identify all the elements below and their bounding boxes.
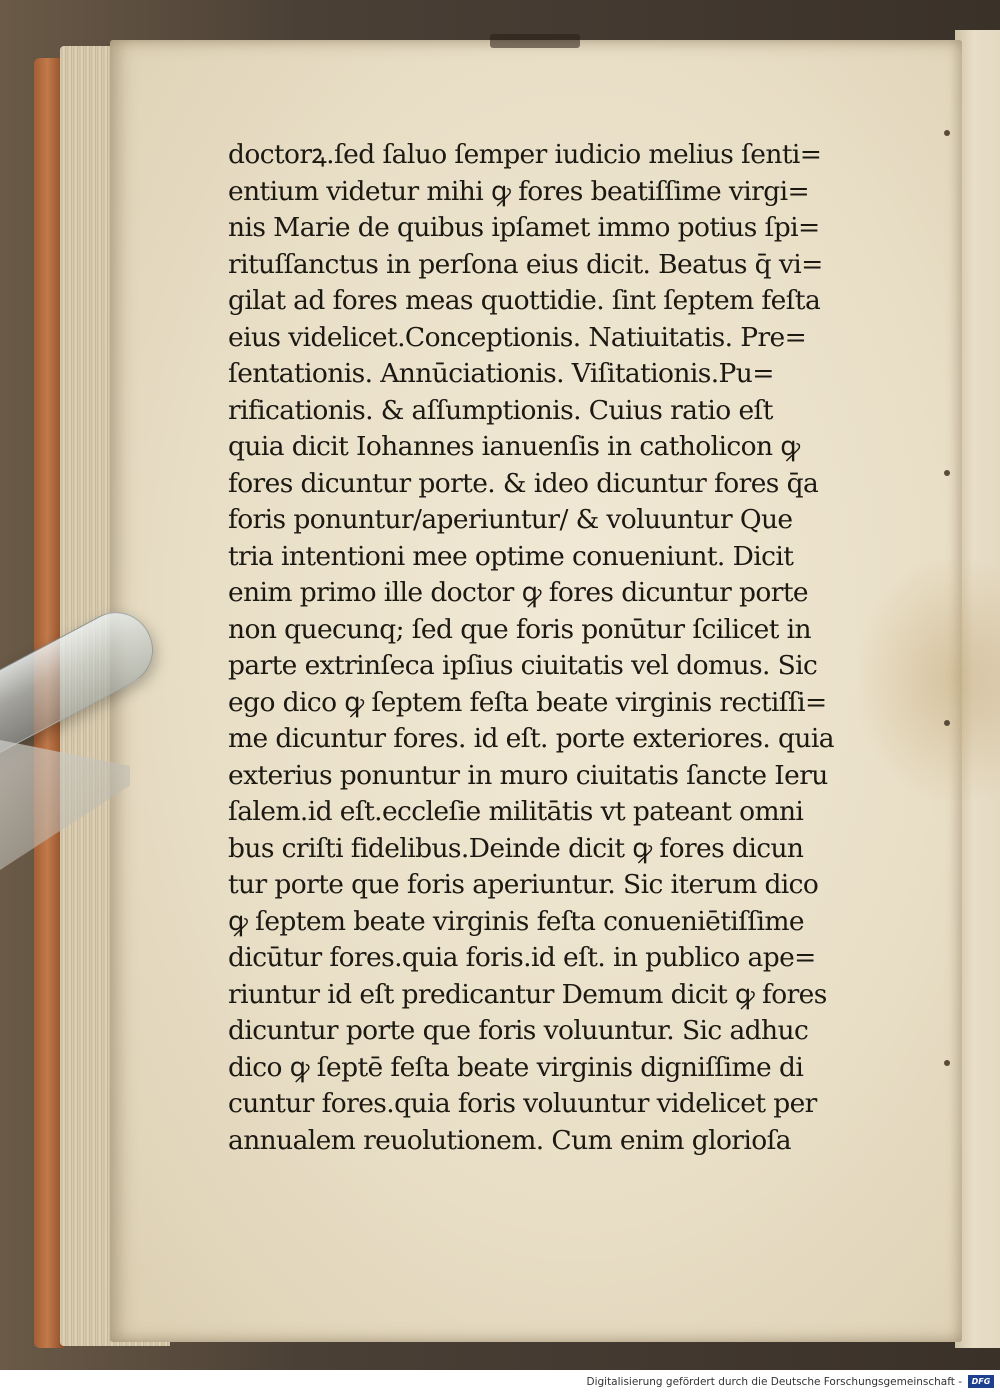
binding-hole-icon [944, 130, 950, 136]
text-line: exterius ponuntur in muro ciuitatis ſancte Ieru [228, 759, 828, 791]
text-line: tur porte que foris aperiuntur. Sic iterum dico [228, 869, 819, 900]
binding-hole-icon [944, 1060, 950, 1066]
text-line: tria intentioni mee optime conueniunt. Dicit [228, 540, 794, 572]
text-line: rituſſanctus in perſona eius dicit. Beatus q̄ vi= [228, 248, 823, 280]
text-line: parte extrinſeca ipſius ciuitatis vel domus. Sic [228, 650, 818, 681]
text-line: entium videtur mihi ꝙ fores beatiſſime virgi= [228, 175, 810, 207]
text-line: quia dicit Iohannes ianuenſis in catholicon ꝙ [228, 431, 800, 462]
text-line: ſalem.id eſt.eccleſie militātis vt pateant omni [228, 796, 804, 827]
text-line: bus criſti fidelibus.Deinde dicit ꝙ fores dicun [228, 832, 804, 864]
text-line: annualem reuolutionem. Cum enim glorioſa [228, 1124, 791, 1156]
text-line: eius videlicet.Conceptionis. Natiuitatis. Pre= [228, 321, 807, 353]
text-line: ego dico ꝙ ſeptem feſta beate virginis rectiſſi= [228, 686, 827, 718]
text-block [228, 137, 863, 1159]
text-line: me dicuntur fores. id eſt. porte exteriores. quia [228, 723, 834, 754]
binding-hole-icon [944, 470, 950, 476]
text-line: doctorꝝ.ſed ſaluo ſemper iudicio melius ſenti= [228, 139, 822, 170]
digitization-credit: Digitalisierung gefördert durch die Deutsche Forschungsgemeinschaft - [586, 1376, 962, 1388]
text-line: ꝙ ſeptem beate virginis feſta conueniētiſſime [228, 905, 805, 937]
text-line: dicūtur fores.quia foris.id eſt. in publico ape= [228, 942, 816, 973]
text-line: foris ponuntur/aperiuntur/ & voluuntur Que [228, 504, 793, 535]
text-line: nis Marie de quibus ipſamet immo potius ſpi= [228, 212, 820, 243]
water-stain [860, 560, 1000, 800]
text-line: gilat ad fores meas quottidie. ſint ſeptem feſta [228, 285, 821, 316]
text-line: dico ꝙ ſeptē feſta beate virginis digniſſime di [228, 1051, 804, 1083]
text-line: cuntur fores.quia foris voluuntur videlicet per [228, 1088, 817, 1119]
text-line: dicuntur porte que foris voluuntur. Sic adhuc [228, 1015, 809, 1046]
dfg-logo: DFG [968, 1375, 994, 1388]
text-line: fores dicuntur porte. & ideo dicuntur fores q̄a [228, 467, 819, 499]
text-line: ſentationis. Annūciationis. Viſitationis.Pu= [228, 358, 774, 389]
text-line: non quecunq; ſed que foris ponūtur ſcilicet in [228, 613, 811, 645]
text-line: rificationis. & aſſumptionis. Cuius ratio eſt [228, 394, 773, 426]
binding-hole-icon [944, 720, 950, 726]
text-line: riuntur id eſt predicantur Demum dicit ꝙ fores [228, 978, 827, 1010]
text-line: enim primo ille doctor ꝙ fores dicuntur porte [228, 577, 808, 608]
cropped-running-head [490, 34, 580, 48]
